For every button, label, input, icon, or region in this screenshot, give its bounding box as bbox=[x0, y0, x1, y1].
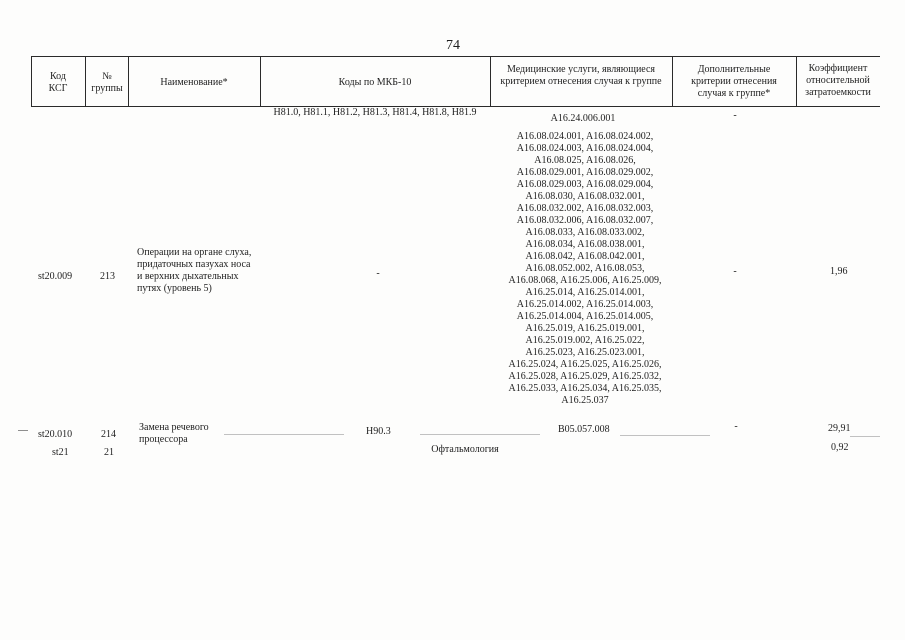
cont-row-mkb: H81.0, H81.1, H81.2, H81.3, H81.4, H81.8, H81.9 bbox=[273, 107, 477, 118]
scan-artifact bbox=[850, 436, 880, 437]
page-number: 74 bbox=[446, 38, 460, 53]
cont-row-extra: - bbox=[733, 110, 737, 121]
header-col-divider bbox=[672, 56, 673, 107]
row-214-group: 214 bbox=[101, 429, 116, 440]
row-21-coef: 0,92 bbox=[831, 442, 849, 453]
header-mkb: Коды по МКБ-10 bbox=[338, 77, 412, 88]
row-213-extra: - bbox=[733, 266, 737, 277]
header-col-divider bbox=[85, 56, 86, 107]
row-214-coef: 29,91 bbox=[828, 423, 851, 434]
table-top-border bbox=[31, 56, 880, 57]
row-21-profile: Офтальмология bbox=[431, 444, 499, 455]
header-col-divider bbox=[260, 56, 261, 107]
row-213-code: st20.009 bbox=[38, 271, 73, 282]
row-213-services: A16.08.024.001, A16.08.024.002, A16.08.024.003, A16.08.024.004, A16.08.025, A16.08.026, A16.08.029.001, A16.08.029.002, A16.08.029.003, A16.08.029.004, A16.08.030, A16.08.032.001, A16.08.032.002, A16.08.032.003, A16.08.032.006, A16.08.032.007, A16.08.033, A16.08.033.002, A16.08.034, A16.08.038.001, A16.08.042, A16.08.042.001, A16.08.052.002, A16.08.053, A16.08.068, A16.25.006, A16.25.009, A16.25.014, A16.25.014.001, A16.25.014.002, A16.25.014.003, A16.25.014.004, A16.25.014.005, A16.25.019, A16.25.019.001, A16.25.019.002, A16.25.022, A16.25.023, A16.25.023.001, A16.25.024, A16.25.025, A16.25.026, A16.25.028, A16.25.029, A16.25.032, A16.25.033, A16.25.034, A16.25.035, A16.25.037 bbox=[508, 131, 662, 406]
header-coef: Коэффициент относительной затратоемкости bbox=[805, 63, 871, 98]
header-code-ksg: Код КСГ bbox=[48, 71, 68, 94]
header-extra: Дополнительные критерии отнесения случая к группе* bbox=[691, 64, 777, 99]
row-214-mkb: H90.3 bbox=[366, 426, 391, 437]
row-21-group: 21 bbox=[104, 447, 114, 458]
cont-row-services: A16.24.006.001 bbox=[550, 113, 616, 124]
header-col-divider bbox=[31, 56, 32, 107]
row-214-services: B05.057.008 bbox=[558, 424, 610, 435]
scan-artifact bbox=[620, 435, 710, 436]
scan-artifact bbox=[18, 430, 28, 431]
header-group-no: № группы bbox=[91, 71, 123, 94]
row-213-coef: 1,96 bbox=[830, 266, 848, 277]
row-213-mkb: - bbox=[376, 268, 380, 279]
row-214-extra: - bbox=[734, 421, 738, 432]
scan-artifact bbox=[224, 434, 344, 435]
row-214-code: st20.010 bbox=[38, 429, 73, 440]
scan-artifact bbox=[420, 434, 540, 435]
header-col-divider bbox=[490, 56, 491, 107]
row-213-group: 213 bbox=[100, 271, 115, 282]
row-213-name: Операции на органе слуха, придаточных пазухах носа и верхних дыхательных путях (уровень 5) bbox=[137, 247, 252, 294]
header-services: Медицинские услуги, являющиеся критерием отнесения случая к группе bbox=[500, 64, 662, 87]
header-name: Наименование* bbox=[160, 77, 228, 88]
row-21-code: st21 bbox=[52, 447, 69, 458]
header-col-divider bbox=[796, 56, 797, 107]
header-col-divider bbox=[128, 56, 129, 107]
row-214-name: Замена речевого процессора bbox=[139, 422, 209, 445]
